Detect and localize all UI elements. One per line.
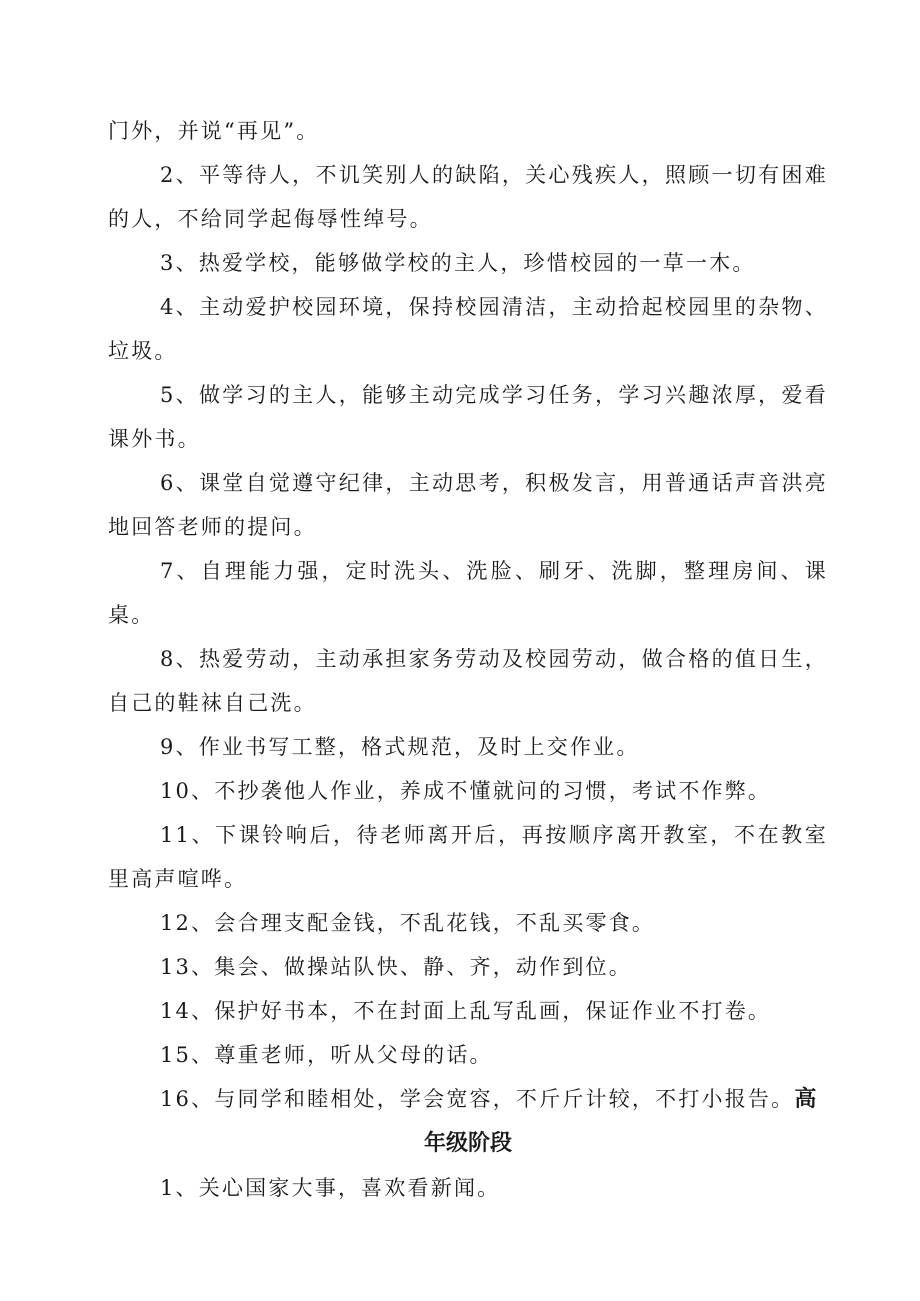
rule-16-text: 16、与同学和睦相处，学会宽容，不斤斤计较，不打小报告。 xyxy=(160,1087,795,1111)
senior-rule-1: 1、关心国家大事，喜欢看新闻。 xyxy=(160,1176,501,1200)
rule-11: 11、下课铃响后，待老师离开后，再按顺序离开教室，不在教室里高声喧哗。 xyxy=(108,823,828,891)
rule-3: 3、热爱学校，能够做学校的主人，珍惜校园的一草一木。 xyxy=(160,251,756,275)
rule-10: 10、不抄袭他人作业，养成不懂就问的习惯，考试不作弊。 xyxy=(160,779,772,803)
rule-14: 14、保护好书本，不在封面上乱写乱画，保证作业不打卷。 xyxy=(160,999,772,1023)
continuation-paragraph: 门外，并说“再见”。 xyxy=(108,119,320,143)
rule-9: 9、作业书写工整，格式规范，及时上交作业。 xyxy=(160,735,640,759)
rule-2: 2、平等待人，不讥笑别人的缺陷，关心残疾人，照顾一切有困难的人，不给同学起侮辱性绰号。 xyxy=(108,163,828,231)
rule-13: 13、集会、做操站队快、静、齐，动作到位。 xyxy=(160,955,632,979)
section-heading-start: 高 xyxy=(794,1087,817,1112)
rule-6: 6、课堂自觉遵守纪律，主动思考，积极发言，用普通话声音洪亮地回答老师的提问。 xyxy=(108,471,828,539)
rule-16 xyxy=(108,1077,828,1122)
document-body xyxy=(108,109,828,1210)
rule-4: 4、主动爱护校园环境，保持校园清洁，主动拾起校园里的杂物、垃圾。 xyxy=(108,295,828,363)
section-heading: 年级阶段 xyxy=(423,1131,512,1156)
rule-12: 12、会合理支配金钱，不乱花钱，不乱买零食。 xyxy=(160,911,656,935)
rule-8: 8、热爱劳动，主动承担家务劳动及校园劳动，做合格的值日生，自己的鞋袜自己洗。 xyxy=(108,647,828,715)
rule-5: 5、做学习的主人，能够主动完成学习任务，学习兴趣浓厚，爱看课外书。 xyxy=(108,383,828,451)
rule-15: 15、尊重老师，听从父母的话。 xyxy=(160,1043,493,1067)
rule-7: 7、自理能力强，定时洗头、洗脸、刷牙、洗脚，整理房间、课桌。 xyxy=(108,559,828,627)
